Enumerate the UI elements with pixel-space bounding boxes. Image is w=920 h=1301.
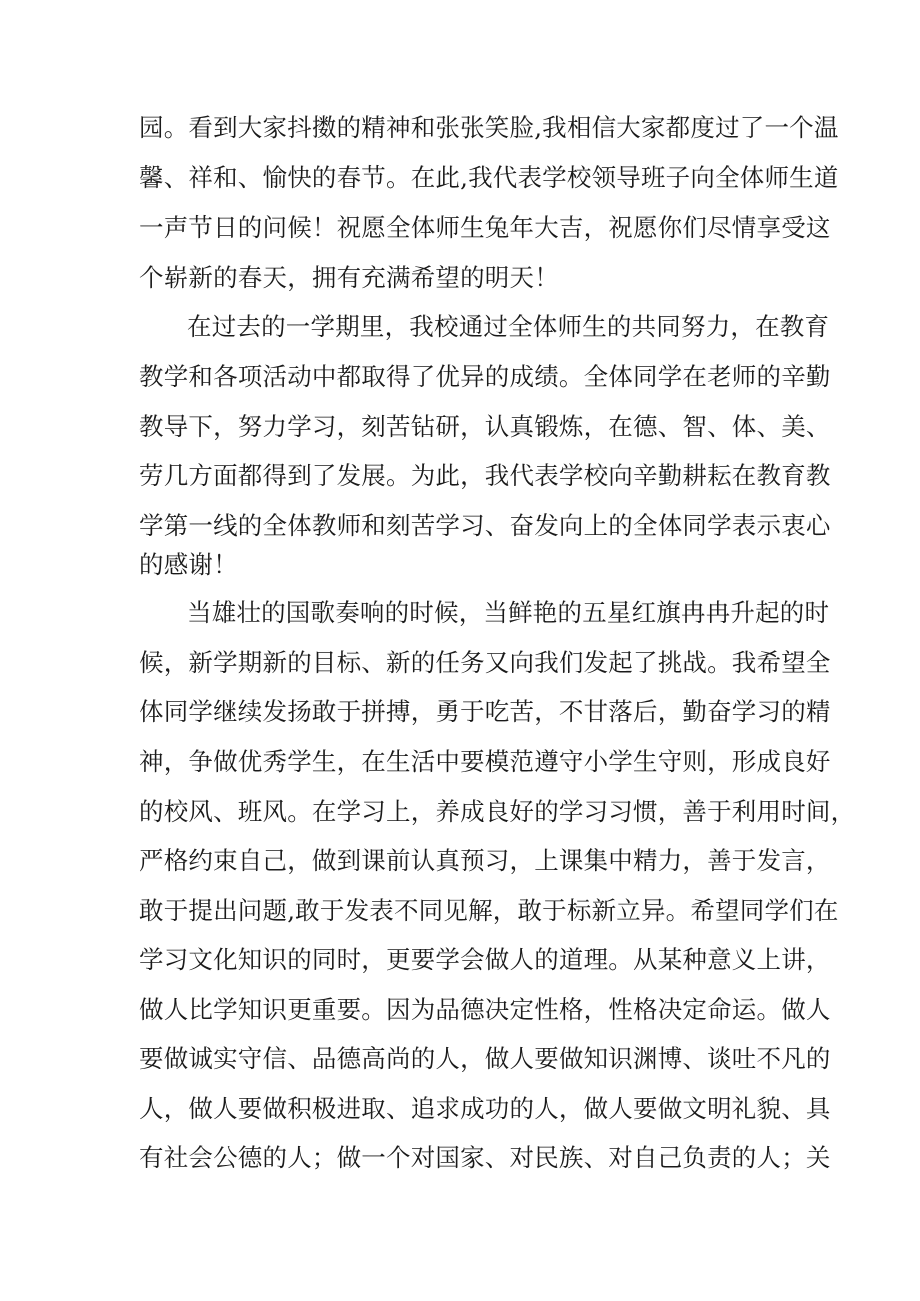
text-line: 严格约束自己，做到课前认真预习，上课集中精力，善于发言， bbox=[139, 846, 831, 875]
text-line: 体同学继续发扬敢于拼搏，勇于吃苦，不甘落后，勤奋学习的精 bbox=[139, 697, 831, 726]
text-line: 教学和各项活动中都取得了优异的成绩。全体同学在老师的辛勤 bbox=[139, 362, 831, 391]
paragraph-first-line: 在过去的一学期里，我校通过全体师生的共同努力，在教育 bbox=[187, 312, 830, 341]
paragraph-first-line: 当雄壮的国歌奏响的时候，当鲜艳的五星红旗冉冉升起的时 bbox=[187, 598, 830, 627]
text-line: 学第一线的全体教师和刻苦学习、奋发向上的全体同学表示衷心 bbox=[139, 511, 831, 540]
text-line: 敢于提出问题,敢于发表不同见解，敢于标新立异。希望同学们在 bbox=[139, 896, 839, 925]
text-line: 有社会公德的人；做一个对国家、对民族、对自己负责的人；关 bbox=[139, 1143, 831, 1172]
text-line: 馨、祥和、愉快的春节。在此,我代表学校领导班子向全体师生道 bbox=[139, 163, 839, 192]
text-line: 做人比学知识更重要。因为品德决定性格，性格决定命运。做人 bbox=[139, 995, 831, 1024]
text-line: 的感谢！ bbox=[139, 550, 238, 579]
text-line: 神，争做优秀学生，在生活中要模范遵守小学生守则，形成良好 bbox=[139, 747, 831, 776]
text-line: 候，新学期新的目标、新的任务又向我们发起了挑战。我希望全 bbox=[139, 648, 831, 677]
text-line: 劳几方面都得到了发展。为此，我代表学校向辛勤耕耘在教育教 bbox=[139, 461, 831, 490]
text-line: 教导下，努力学习，刻苦钻研，认真锻炼，在德、智、体、美、 bbox=[139, 412, 831, 441]
text-line: 个崭新的春天，拥有充满希望的明天！ bbox=[139, 263, 559, 292]
text-line: 学习文化知识的同时，更要学会做人的道理。从某种意义上讲， bbox=[139, 945, 831, 974]
text-line: 要做诚实守信、品德高尚的人，做人要做知识渊博、谈吐不凡的 bbox=[139, 1044, 831, 1073]
text-line: 园。看到大家抖擞的精神和张张笑脸,我相信大家都度过了一个温 bbox=[139, 113, 839, 142]
text-line: 人，做人要做积极进取、追求成功的人，做人要做文明礼貌、具 bbox=[139, 1094, 831, 1123]
text-line: 的校风、班风。在学习上，养成良好的学习习惯，善于利用时间， bbox=[139, 797, 856, 826]
text-line: 一声节日的问候！祝愿全体师生兔年大吉，祝愿你们尽情享受这 bbox=[139, 213, 831, 242]
